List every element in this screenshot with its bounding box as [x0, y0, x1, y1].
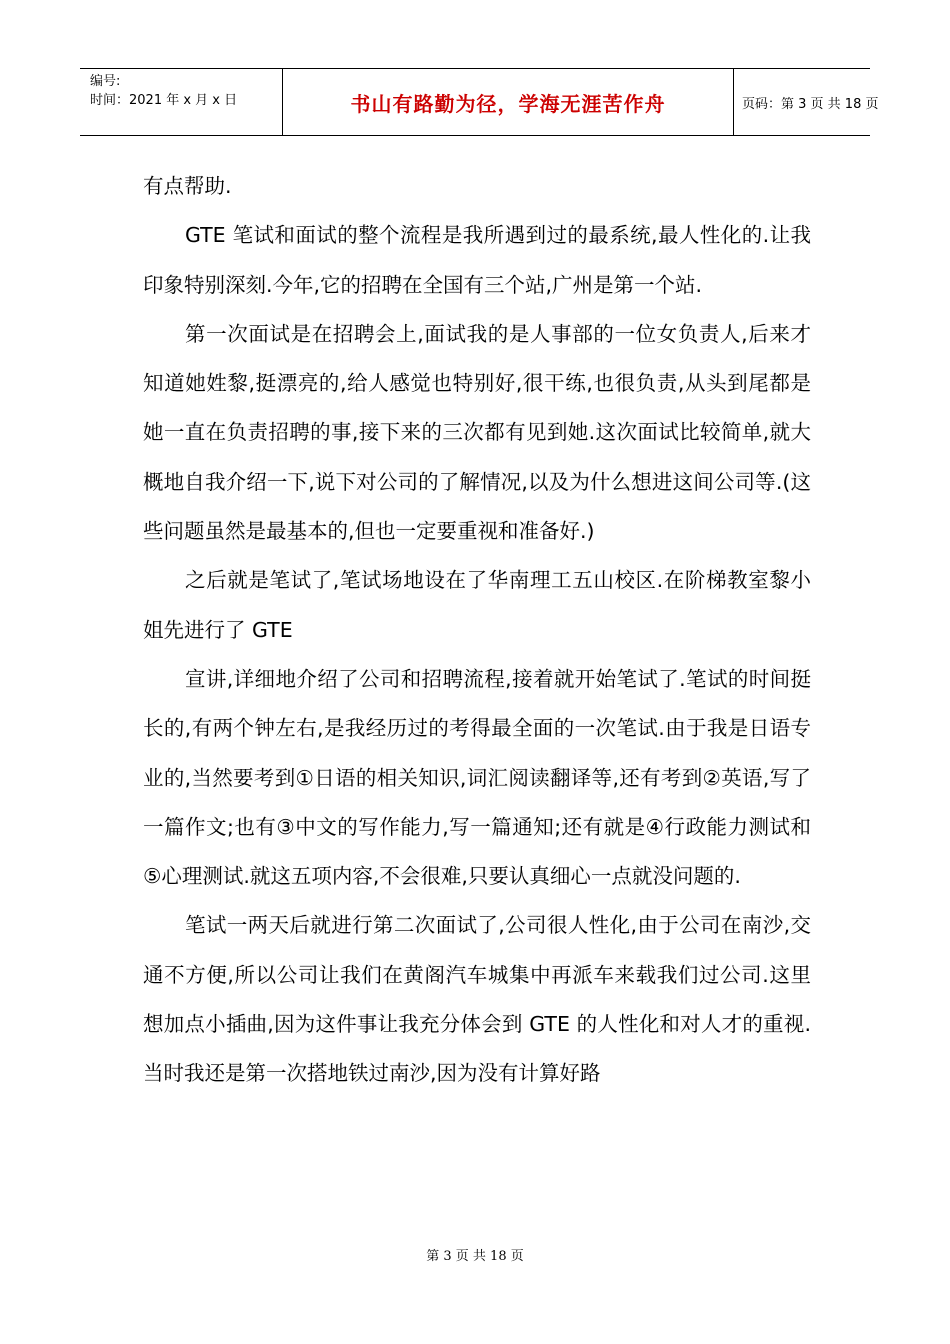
paragraph: 第一次面试是在招聘会上,面试我的是人事部的一位女负责人,后来才知道她姓黎,挺漂亮的,给人感觉也特别好,很干练,也很负责,从头到尾都是她一直在负责招聘的事,接下来的三次都有见到她.这次面试比较简单,就大概地自我介绍一下,说下对公司的了解情况,以及为什么想进这间公司等.(这些问题虽然是最基本的,但也一定要重视和准备好.) [143, 321, 811, 544]
document-body [143, 162, 811, 1099]
header-motto: 书山有路勤为径，学海无涯苦作舟 [283, 69, 734, 135]
paragraph: 有点帮助. [143, 174, 232, 198]
document-header [80, 68, 879, 136]
paragraph: GTE 笔试和面试的整个流程是我所遇到过的最系统,最人性化的.让我印象特别深刻.今年,它的招聘在全国有三个站,广州是第一个站. [143, 223, 811, 297]
header-meta [80, 69, 283, 135]
paragraph: 笔试一两天后就进行第二次面试了,公司很人性化,由于公司在南沙,交通不方便,所以公司让我们在黄阁汽车城集中再派车来载我们过公司.这里想加点小插曲,因为这件事让我充分体会到 GTE 的人性化和对人才的重视.当时我还是第一次搭地铁过南沙,因为没有计算好路 [143, 913, 811, 1086]
document-date-label: 时间：2021 年 x 月 x 日 [90, 93, 238, 108]
document-number-label: 编号: [90, 74, 121, 89]
paragraph: 之后就是笔试了,笔试场地设在了华南理工五山校区.在阶梯教室黎小姐先进行了 GTE [143, 568, 811, 642]
paragraph: 宣讲,详细地介绍了公司和招聘流程,接着就开始笔试了.笔试的时间挺长的,有两个钟左右,是我经历过的考得最全面的一次笔试.由于我是日语专业的,当然要考到①日语的相关知识,词汇阅读翻译等,还有考到②英语,写了一篇作文;也有③中文的写作能力,写一篇通知;还有就是④行政能力测试和⑤心理测试.就这五项内容,不会很难,只要认真细心一点就没问题的. [143, 666, 811, 889]
header-page-indicator: 页码：第 3 页 共 18 页 [742, 96, 879, 112]
page-footer: 第 3 页 共 18 页 [426, 1249, 524, 1264]
